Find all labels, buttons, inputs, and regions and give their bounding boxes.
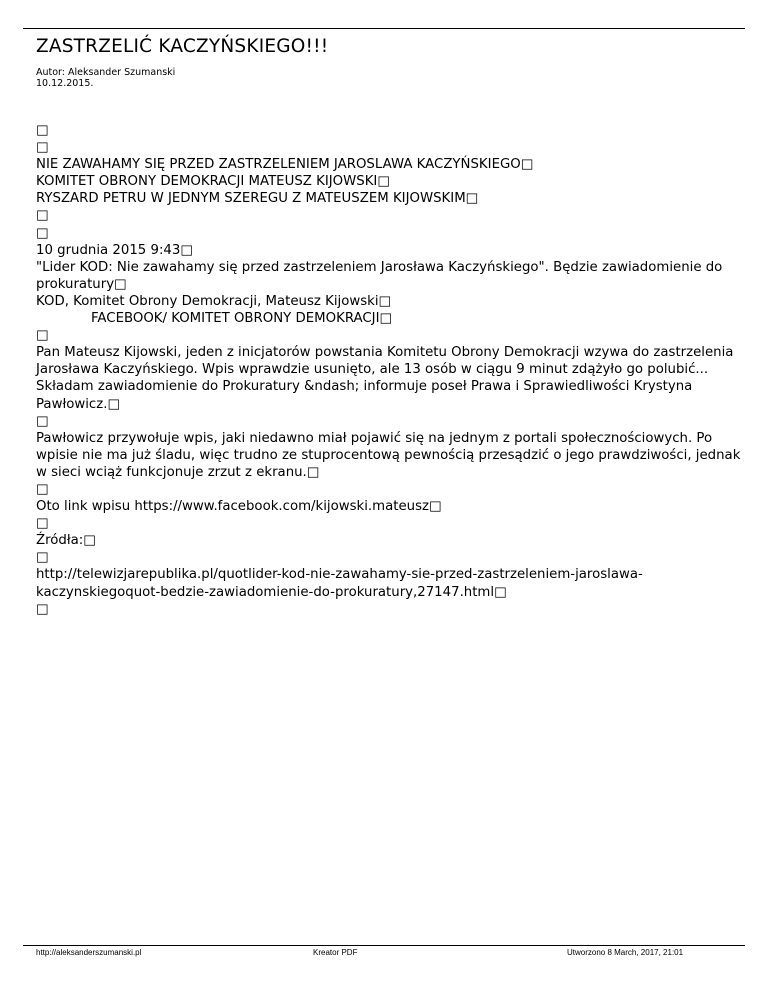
placeholder-box: □ xyxy=(36,225,49,241)
footer-site: http://aleksanderszumanski.pl xyxy=(36,948,142,957)
placeholder-box: □ xyxy=(36,601,49,617)
document-title: ZASTRZELIĆ KACZYŃSKIEGO!!! xyxy=(36,36,329,57)
placeholder-box: □ xyxy=(36,208,49,224)
paragraph-2: Pawłowicz przywołuje wpis, jaki niedawno miał pojawić się na jednym z portali społecznościowych. Po wpisie nie ma już śladu, więc trudno ze stuprocentową pewnością przesądzić o jego prawdziwości, jednak w sieci wciąż funkcjonuje zrzut z ekranu.□ xyxy=(36,430,741,480)
article-tags: KOD, Komitet Obrony Demokracji, Mateusz Kijowski□ xyxy=(36,293,392,309)
placeholder-box: □ xyxy=(36,481,49,497)
top-divider xyxy=(23,28,745,29)
footer-generator: Kreator PDF xyxy=(313,948,358,957)
placeholder-box: □ xyxy=(36,550,49,566)
placeholder-box: □ xyxy=(36,123,49,138)
photo-credit: FACEBOOK/ KOMITET OBRONY DEMOKRACJI□ xyxy=(91,311,393,327)
headline-2: KOMITET OBRONY DEMOKRACJI MATEUSZ KIJOWSKI□ xyxy=(36,174,390,190)
article-quote: "Lider KOD: Nie zawahamy się przed zastrzeleniem Jarosława Kaczyńskiego". Będzie zawiadomienie do prokuratury□ xyxy=(36,259,723,292)
link-line: Oto link wpisu https://www.facebook.com/kijowski.mateusz□ xyxy=(36,499,442,515)
placeholder-box: □ xyxy=(36,328,49,344)
source-url: http://telewizjarepublika.pl/quotlider-kod-nie-zawahamy-sie-przed-zastrzeleniem-jaroslawa-kaczynskiegoquot-bedzie-zawiadomienie-do-prokuratury,27147.html□ xyxy=(36,567,643,600)
bottom-divider xyxy=(23,945,745,946)
article-datetime: 10 grudnia 2015 9:43□ xyxy=(36,242,193,258)
article-body xyxy=(36,122,744,618)
footer-created: Utworzono 8 March, 2017, 21:01 xyxy=(567,948,684,957)
sources-label: Źródła:□ xyxy=(36,533,96,549)
placeholder-box: □ xyxy=(36,413,49,429)
headline-1: NIE ZAWAHAMY SIĘ PRZED ZASTRZELENIEM JAROSLAWA KACZYŃSKIEGO□ xyxy=(36,157,534,173)
headline-3: RYSZARD PETRU W JEDNYM SZEREGU Z MATEUSZEM KIJOWSKIM□ xyxy=(36,191,479,207)
placeholder-box: □ xyxy=(36,516,49,532)
document-meta xyxy=(36,67,175,89)
author-line: Autor: Aleksander Szumanski xyxy=(36,67,176,78)
placeholder-box: □ xyxy=(36,140,49,156)
date-line: 10.12.2015. xyxy=(36,78,94,89)
paragraph-1: Pan Mateusz Kijowski, jeden z inicjatorów powstania Komitetu Obrony Demokracji wzywa do zastrzelenia Jarosława Kaczyńskiego. Wpis wprawdzie usunięto, ale 13 osób w ciągu 9 minut zdążyło go polubić... Składam zawiadomienie do Prokuratury &ndash; informuje poseł Prawa i Sprawiedliwości Krystyna Pawłowicz.□ xyxy=(36,345,734,412)
